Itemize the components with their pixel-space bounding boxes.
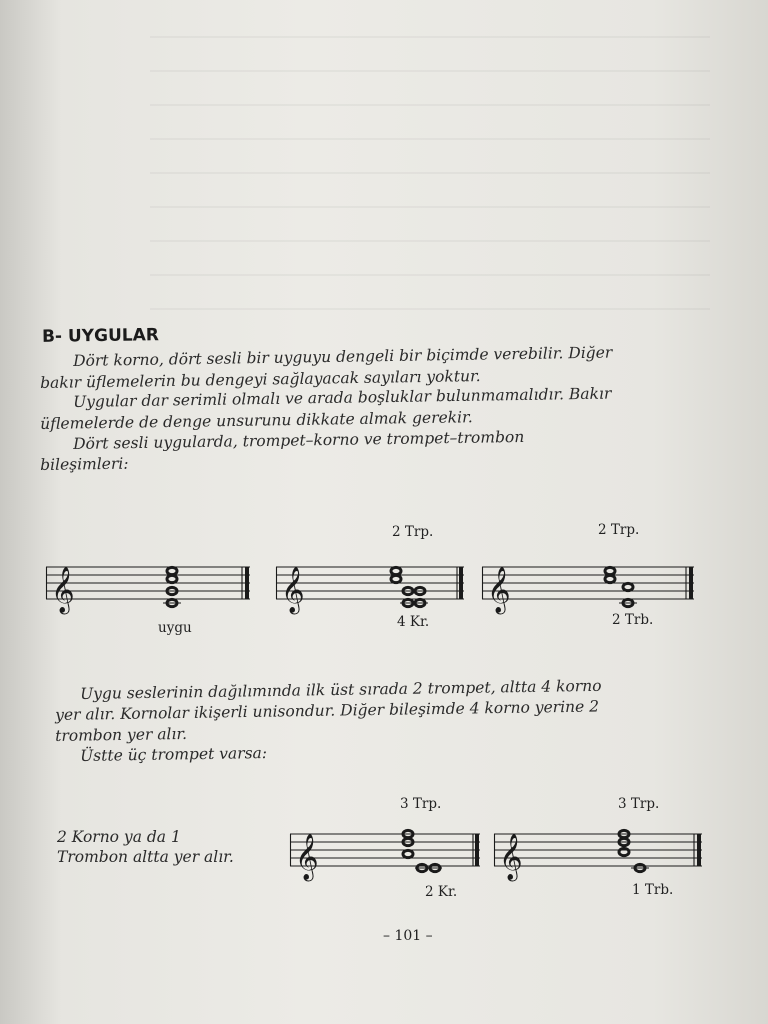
page-number: – 101 – xyxy=(383,928,433,944)
paragraph-1-line-3: Uygular dar serimli olmalı ve arada boşluklar bulunmamalıdır. Bakır xyxy=(73,384,612,411)
label-3-trp-b: 3 Trp. xyxy=(618,796,660,812)
label-2-kr: 2 Kr. xyxy=(425,884,458,900)
label-2-trb: 2 Trb. xyxy=(612,612,654,628)
label-2-trp-b: 2 Trp. xyxy=(598,522,640,538)
treble-clef-icon: 𝄞 xyxy=(51,567,75,613)
paragraph-2-line-2: yer alır. Kornolar ikişerli unisondur. Diğer bileşimde 4 korno yerine 2 xyxy=(55,697,600,724)
staff-trumpet-horn xyxy=(276,563,464,613)
label-4-kr: 4 Kr. xyxy=(397,614,430,630)
whole-note xyxy=(619,848,629,855)
staff-trumpet-trombone xyxy=(482,563,694,613)
treble-clef-icon: 𝄞 xyxy=(499,834,523,880)
section-heading: B- UYGULAR xyxy=(41,325,160,347)
whole-note xyxy=(623,583,633,590)
whole-note xyxy=(605,567,615,574)
treble-clef-icon: 𝄞 xyxy=(281,567,305,613)
side-note-line-1: 2 Korno ya da 1 xyxy=(57,828,181,846)
side-note-line-2: Trombon altta yer alır. xyxy=(57,848,234,866)
paragraph-2-line-4: Üstte üç trompet varsa: xyxy=(80,744,268,765)
label-1-trb: 1 Trb. xyxy=(632,882,674,898)
staff-three-trumpets-horn xyxy=(290,830,480,880)
paragraph-1-line-1: Dört korno, dört sesli bir uyguyu dengeli bir biçimde verebilir. Diğer xyxy=(73,343,613,370)
paragraph-1-line-2: bakır üflemelerin bu dengeyi sağlayacak sayıları yoktur. xyxy=(40,367,481,392)
show-through-from-previous-page xyxy=(150,30,710,310)
whole-note xyxy=(605,575,615,582)
staff-three-trumpets-trombone xyxy=(494,830,702,880)
paragraph-1-line-6: bileşimleri: xyxy=(40,454,129,474)
paragraph-1-line-5: Dört sesli uygularda, trompet–korno ve trompet–trombon xyxy=(73,427,525,453)
label-3-trp-a: 3 Trp. xyxy=(400,796,442,812)
paragraph-2-line-1: Uygu seslerinin dağılımında ilk üst sırada 2 trompet, altta 4 korno xyxy=(80,676,602,703)
whole-note xyxy=(167,575,177,582)
treble-clef-icon: 𝄞 xyxy=(487,567,511,613)
paragraph-2-line-3: trombon yer alır. xyxy=(55,724,188,745)
whole-note xyxy=(403,850,413,857)
label-2-trp-a: 2 Trp. xyxy=(392,524,434,540)
whole-note xyxy=(391,575,401,582)
whole-note xyxy=(167,567,177,574)
label-uygu: uygu xyxy=(158,620,192,636)
staff-uygu xyxy=(46,563,250,613)
treble-clef-icon: 𝄞 xyxy=(295,834,319,880)
whole-note xyxy=(391,567,401,574)
paragraph-1-line-4: üflemelerde de denge unsurunu dikkate almak gerekir. xyxy=(40,408,473,433)
